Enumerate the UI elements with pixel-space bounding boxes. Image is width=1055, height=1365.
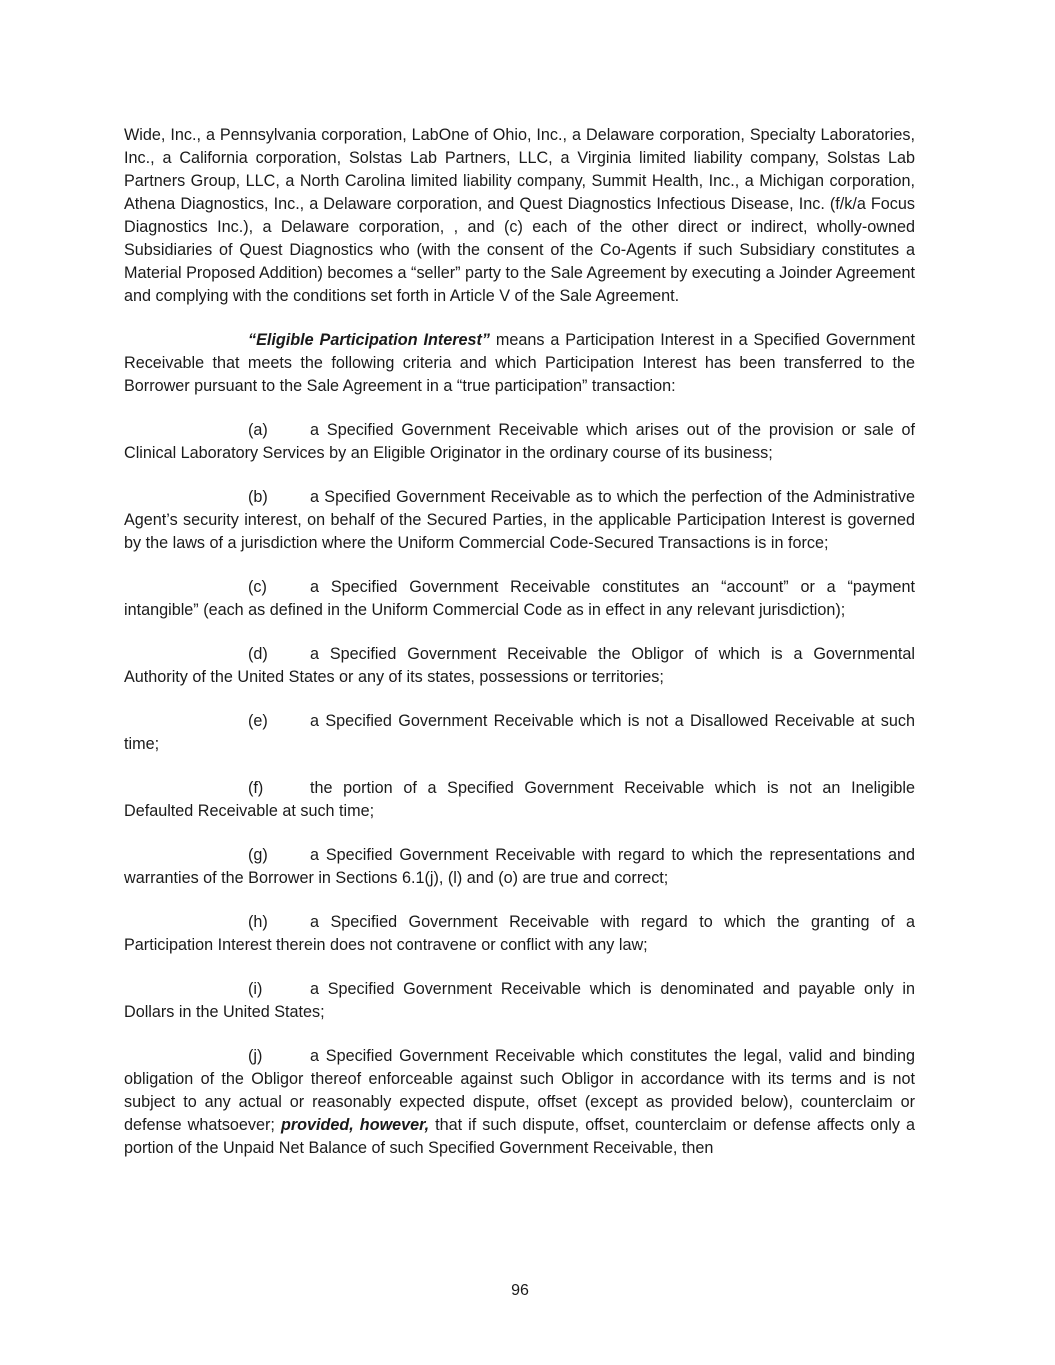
intro-paragraph: Wide, Inc., a Pennsylvania corporation, LabOne of Ohio, Inc., a Delaware corporation, Specialty Laboratories, Inc., a California corporation, Solstas Lab Partners, LLC, a Virginia limited liability company, Solstas Lab Partners Group, LLC, a North Carolina limited liability company, Summit Health, Inc., a Michigan corporation, Athena Diagnostics, Inc., a Delaware corporation, and Quest Diagnostics Infectious Disease, Inc. (f/k/a Focus Diagnostics Inc.), a Delaware corporation, , and (c) each of the other direct or indirect, wholly-owned Subsidiaries of Quest Diagnostics who (with the consent of the Co-Agents if such Subsidiary constitutes a Material Proposed Addition) becomes a “seller” party to the Sale Agreement by executing a Joinder Agreement and complying with the conditions set forth in Article V of the Sale Agreement. — [124, 126, 915, 305]
criterion-text: a Specified Government Receivable which constitutes the legal, valid and binding obligation of the Obligor thereof enforceable against such Obligor in accordance with its terms and is not subject to any actual or reasonably expected dispute, offset (except as provided below), counterclaim or defense whatsoever; — [124, 1047, 915, 1134]
criterion-text: a Specified Government Receivable with regard to which the granting of a Participation Interest therein does not contravene or conflict with any law; — [124, 913, 915, 954]
definition-paragraph — [124, 329, 915, 398]
criterion-text: a Specified Government Receivable the Obligor of which is a Governmental Authority of the United States or any of its states, possessions or territories; — [124, 645, 915, 686]
proviso-emphasis: provided, however, — [280, 1116, 430, 1134]
criterion-j — [124, 1045, 915, 1160]
criterion-marker: (e) — [248, 712, 268, 730]
criterion-marker: (b) — [248, 488, 268, 506]
criterion-marker: (j) — [248, 1047, 263, 1065]
page-number: 96 — [511, 1282, 529, 1299]
criterion-text: the portion of a Specified Government Receivable which is not an Ineligible Defaulted Receivable at such time; — [124, 779, 915, 820]
criterion-marker: (d) — [248, 645, 268, 663]
defined-term: “Eligible Participation Interest” — [248, 331, 491, 349]
document-page — [124, 124, 915, 1181]
definition-text: means a Participation Interest in a Specified Government Receivable that meets the following criteria and which Participation Interest has been transferred to the Borrower pursuant to the Sale Agreement in a “true participation” transaction: — [124, 331, 915, 395]
criterion-g — [124, 844, 915, 890]
criterion-text: a Specified Government Receivable constitutes an “account” or a “payment intangible” (each as defined in the Uniform Commercial Code as in effect in any relevant jurisdiction); — [124, 578, 915, 619]
criterion-e — [124, 710, 915, 756]
criterion-marker: (i) — [248, 980, 263, 998]
criterion-a — [124, 419, 915, 465]
criterion-h — [124, 911, 915, 957]
criterion-marker: (h) — [248, 913, 268, 931]
criterion-text: a Specified Government Receivable with regard to which the representations and warranties of the Borrower in Sections 6.1(j), (l) and (o) are true and correct; — [124, 846, 915, 887]
criterion-text: a Specified Government Receivable which is not a Disallowed Receivable at such time; — [124, 712, 915, 753]
criterion-marker: (g) — [248, 846, 268, 864]
criterion-f — [124, 777, 915, 823]
criterion-marker: (a) — [248, 421, 268, 439]
criterion-c — [124, 576, 915, 622]
criterion-text: a Specified Government Receivable which arises out of the provision or sale of Clinical Laboratory Services by an Eligible Originator in the ordinary course of its business; — [124, 421, 915, 462]
criterion-text-continued: that if such dispute, offset, counterclaim or defense affects only a portion of the Unpaid Net Balance of such Specified Government Receivable, then — [124, 1116, 915, 1157]
criterion-marker: (c) — [248, 578, 267, 596]
criterion-d — [124, 643, 915, 689]
criterion-text: a Specified Government Receivable which is denominated and payable only in Dollars in the United States; — [124, 980, 915, 1021]
criterion-i — [124, 978, 915, 1024]
criterion-marker: (f) — [248, 779, 264, 797]
criterion-text: a Specified Government Receivable as to which the perfection of the Administrative Agent’s security interest, on behalf of the Secured Parties, in the applicable Participation Interest is governed by the laws of a jurisdiction where the Uniform Commercial Code-Secured Transactions is in force; — [124, 488, 915, 552]
criterion-b — [124, 486, 915, 555]
